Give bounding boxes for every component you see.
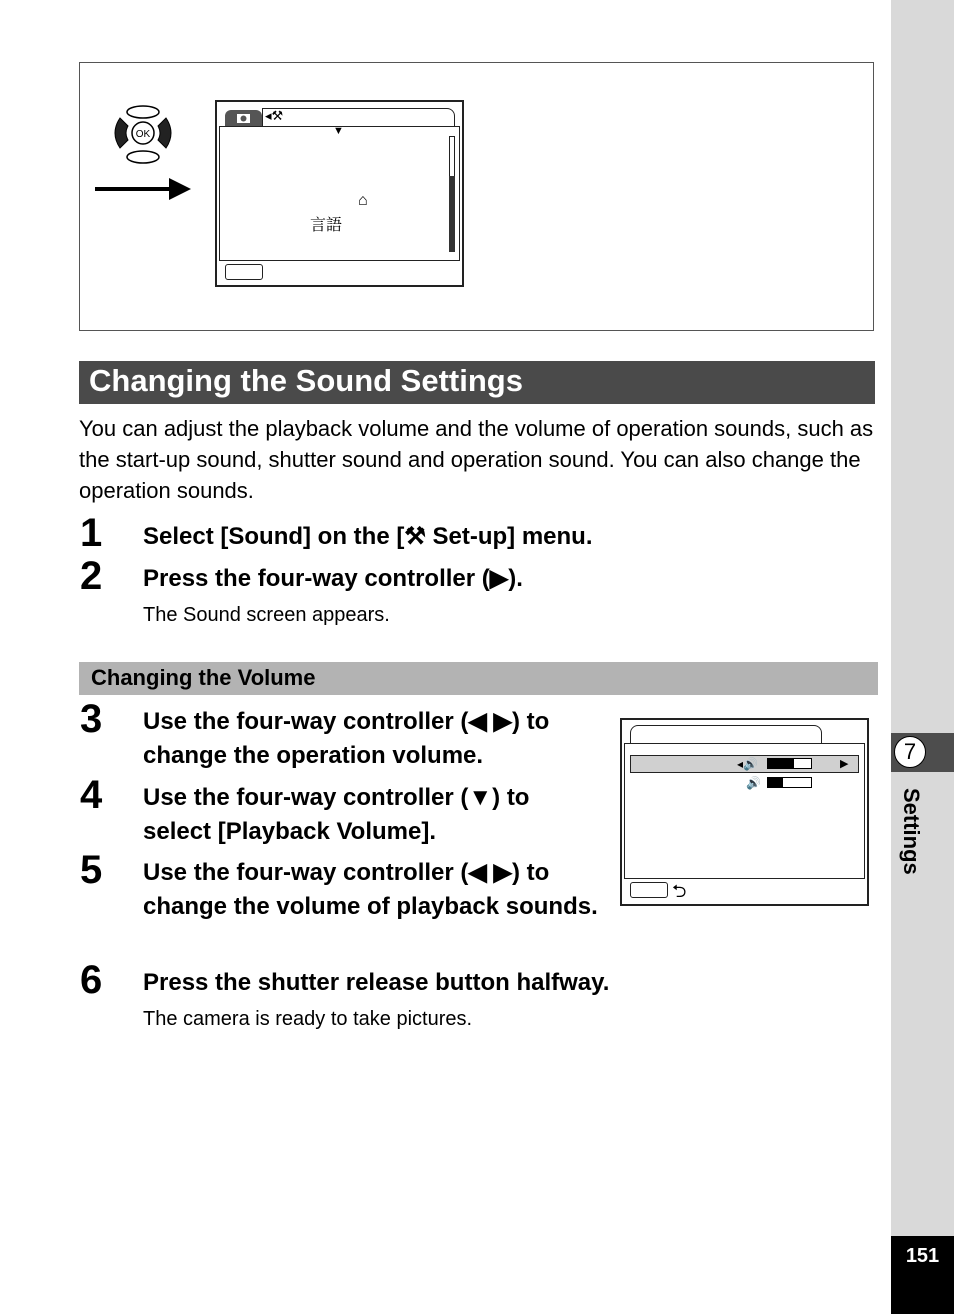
step-number: 4 [80,773,103,817]
left-right-arrow-icon: ◀ ▶ [468,859,512,886]
menu-tab-outline [262,108,455,126]
down-arrow-icon: ▼ [468,784,493,811]
scrollbar-thumb [449,176,455,252]
right-arrow-icon [95,176,191,202]
step-number: 5 [80,848,103,892]
camera-tab-icon [225,110,262,126]
margin-strip [891,0,954,1314]
step-text: Select [Sound] on the [⚒ Set-up] menu. [143,523,593,550]
right-arrow-icon: ▶ [840,758,849,770]
menu-button-icon [225,264,263,280]
step-number: 1 [80,511,103,555]
step-number: 3 [80,697,103,741]
step-number: 6 [80,958,103,1002]
chapter-number: 7 [894,736,926,768]
right-arrow-icon: ▶ [489,565,509,592]
illustration-frame [79,62,874,331]
subsection-title: Changing the Volume [79,662,878,695]
step-text: Use the four-way controller (▼) to select [Playback Volume]. [143,784,530,845]
operation-volume-fill [768,759,794,768]
step-text: Press the four-way controller (▶). [143,565,523,592]
chapter-label: Settings [899,788,924,875]
page-number: 151 [891,1236,954,1314]
intro-text: You can adjust the playback volume and the volume of operation sounds, such as the start-up sound, shutter sound and operation sound. You can also change the operation sounds. [79,416,874,503]
ok-label: OK [135,129,151,140]
step-note: The camera is ready to take pictures. [143,1008,473,1030]
menu-body [219,126,460,261]
sound-tab-outline [630,725,822,744]
step-text: Press the shutter release button halfway. [143,969,610,996]
left-right-arrow-icon: ◀ ▶ [468,708,512,735]
playback-volume-fill [768,778,783,787]
setup-icon: ⚒ [404,523,426,550]
step-note: The Sound screen appears. [143,604,390,626]
playback-volume-bar [767,777,812,788]
menu-button-icon [630,882,668,898]
section-title: Changing the Sound Settings [79,361,875,404]
home-icon: ⌂ [358,192,368,209]
step-text: Use the four-way controller (◀ ▶) to change the operation volume. [143,708,550,769]
playback-volume-icon: 🔊 [746,776,761,790]
operation-volume-icon: ◂🔊 [737,757,758,771]
down-arrow-icon: ▼ [333,125,344,137]
back-icon: ⮌ [672,881,687,901]
language-label: 言語 [310,217,343,234]
step-number: 2 [80,554,103,598]
operation-volume-bar [767,758,812,769]
step-text: Use the four-way controller (◀ ▶) to change the volume of playback sounds. [143,859,598,920]
setup-tab-icon: ◂⚒ [265,108,284,123]
four-way-controller-icon [108,100,178,166]
